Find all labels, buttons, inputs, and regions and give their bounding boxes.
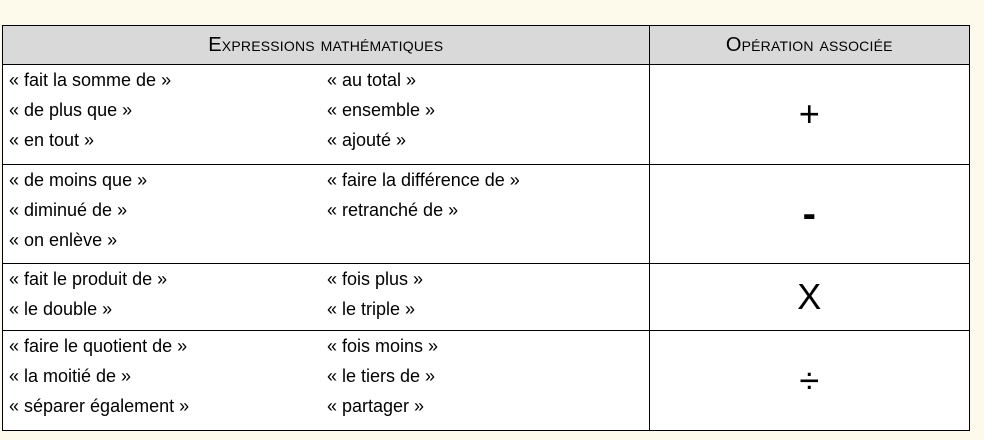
- expression: « en tout »: [9, 130, 95, 150]
- expression-row: [9, 125, 649, 155]
- expression: « partager »: [327, 396, 425, 417]
- expression: « de moins que »: [9, 169, 148, 190]
- expression: « on enlève »: [9, 229, 118, 250]
- operation-cell-division: [649, 331, 969, 430]
- expressions-cell-addition: [3, 65, 649, 165]
- expression: « faire le quotient de »: [9, 336, 188, 357]
- expression: « ajouté »: [327, 130, 407, 150]
- expression-row: [9, 165, 649, 195]
- expression: « retranché de »: [327, 199, 459, 220]
- operations-table-container: [2, 25, 970, 431]
- expression-row: [9, 391, 649, 421]
- expressions-cell-multiplication: [3, 264, 649, 331]
- expression-row: [9, 361, 649, 391]
- expression-row: [9, 225, 649, 255]
- expression-row: [9, 331, 649, 361]
- group-subtraction: [3, 164, 969, 264]
- expression: « le triple »: [327, 299, 416, 320]
- expression-row: [9, 294, 649, 324]
- expression: « ensemble »: [327, 100, 436, 120]
- expression-row: [9, 95, 649, 125]
- expression-row: [9, 65, 649, 95]
- operation-cell-addition: [649, 65, 969, 165]
- table-header-row: [3, 26, 969, 65]
- expression: « le double »: [9, 299, 113, 320]
- group-multiplication: [3, 264, 969, 331]
- expression: « séparer également »: [9, 396, 190, 417]
- operation-cell-multiplication: [649, 264, 969, 331]
- group-addition: [3, 65, 969, 165]
- plus-symbol: +: [798, 93, 820, 135]
- header-operation: Opération associée: [649, 26, 969, 65]
- expression-row: [9, 264, 649, 294]
- expression: « faire la différence de »: [327, 169, 520, 190]
- times-symbol: X: [797, 276, 822, 318]
- expression: « fois moins »: [327, 336, 439, 357]
- expressions-cell-division: [3, 331, 649, 430]
- operation-cell-subtraction: [649, 164, 969, 264]
- expression-row: [9, 195, 649, 225]
- divide-symbol: ÷: [799, 359, 820, 401]
- expression: « le tiers de »: [327, 366, 436, 387]
- expression: « au total »: [327, 70, 417, 90]
- operations-table: [3, 26, 969, 430]
- expression: « de plus que »: [9, 100, 133, 120]
- expression: « fait la somme de »: [9, 70, 172, 90]
- expression: « diminué de »: [9, 199, 128, 220]
- minus-symbol: -: [802, 192, 816, 237]
- header-expressions: Expressions mathématiques: [3, 26, 649, 65]
- expression: « fois plus »: [327, 269, 424, 290]
- group-division: [3, 331, 969, 430]
- expression: « fait le produit de »: [9, 269, 168, 290]
- expression: « la moitié de »: [9, 366, 132, 387]
- expressions-cell-subtraction: [3, 164, 649, 264]
